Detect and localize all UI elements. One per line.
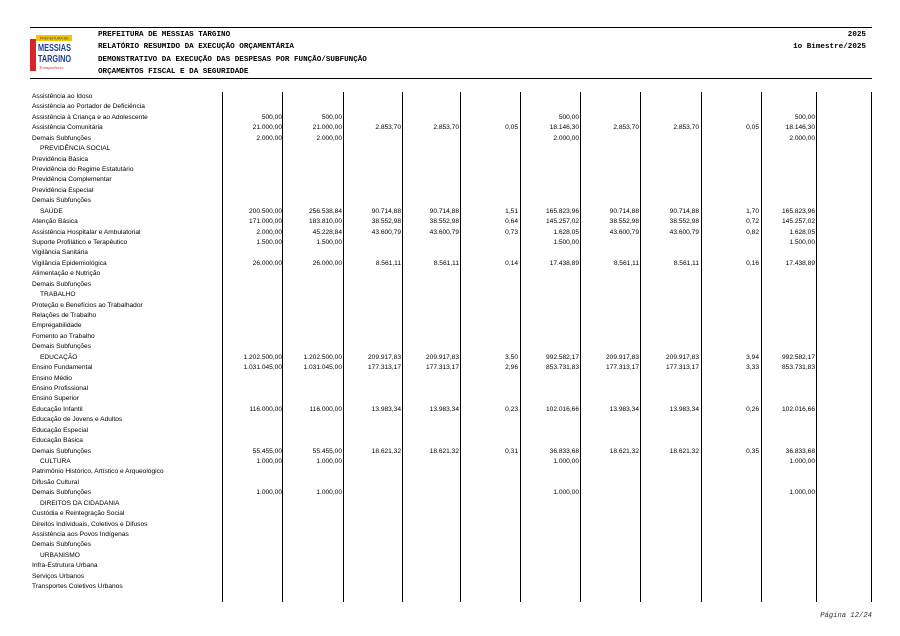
table-row	[30, 436, 872, 446]
subfunction-label: Vigilância Sanitária	[32, 249, 88, 257]
cell-value: 13.983,34	[609, 405, 639, 413]
cell-value: 0,35	[746, 447, 759, 455]
function-label: TRABALHO	[40, 291, 76, 299]
cell-value: 90.714,88	[371, 207, 401, 215]
table-row	[30, 582, 872, 592]
table-row	[30, 144, 872, 154]
function-label: CULTURA	[40, 458, 71, 466]
municipality-logo	[30, 33, 72, 73]
cell-value: 1.000,00	[553, 489, 579, 497]
cell-value: 1.031.045,00	[303, 364, 342, 372]
cell-value: 200.500,00	[248, 207, 282, 215]
expense-table	[30, 92, 872, 602]
subfunction-label: Demais Subfunções	[32, 447, 92, 455]
cell-value: 165.823,96	[781, 207, 815, 215]
cell-value: 38.552,98	[609, 218, 639, 226]
cell-value: 3,94	[746, 353, 759, 361]
cell-value: 1.031.045,00	[243, 364, 282, 372]
cell-value: 177.313,17	[425, 364, 459, 372]
cell-value: 992.582,17	[781, 353, 815, 361]
cell-value: 13.983,34	[371, 405, 401, 413]
subfunction-label: Demais Subfunções	[32, 280, 92, 288]
cell-value: 13.983,34	[429, 405, 459, 413]
table-row	[30, 123, 872, 133]
cell-value: 3,50	[505, 353, 518, 361]
subfunction-label: Previdência Especial	[32, 186, 94, 194]
cell-value: 38.552,98	[371, 218, 401, 226]
table-row	[30, 228, 872, 238]
cell-value: 177.313,17	[665, 364, 699, 372]
cell-value: 102.016,66	[545, 405, 579, 413]
cell-value: 1.000,00	[256, 458, 282, 466]
subfunction-label: Ensino Superior	[32, 395, 79, 403]
table-row	[30, 217, 872, 227]
table-row	[30, 551, 872, 561]
cell-value: 853.731,83	[545, 364, 579, 372]
subfunction-label: Infra-Estrutura Urbana	[32, 562, 98, 570]
cell-value: 177.313,17	[605, 364, 639, 372]
table-row	[30, 186, 872, 196]
subfunction-label: Educação Especial	[32, 426, 89, 434]
cell-value: 0,16	[746, 259, 759, 267]
subfunction-label: Serviços Urbanos	[32, 572, 85, 580]
subfunction-label: Ensino Médio	[32, 374, 72, 382]
cell-value: 1.000,00	[256, 489, 282, 497]
cell-value: 1.000,00	[789, 458, 815, 466]
table-row	[30, 248, 872, 258]
cell-value: 0,82	[746, 228, 759, 236]
cell-value: 0,05	[505, 124, 518, 132]
subfunction-label: Assistência à Criança e ao Adolescente	[32, 113, 148, 121]
subfunction-label: Previdência do Regime Estatutário	[32, 166, 134, 173]
table-row	[30, 394, 872, 404]
cell-value: 1.500,00	[789, 239, 815, 247]
cell-value: 17.438,89	[785, 259, 815, 267]
header-period: 1o Bimestre/2025	[793, 43, 866, 51]
function-label: URBANISMO	[40, 551, 80, 559]
subfunction-label: Demais Subfunções	[32, 134, 92, 142]
subfunction-label: Ensino Profissional	[32, 385, 89, 393]
cell-value: 0,26	[746, 405, 759, 413]
header-title-line-3: DEMONSTRATIVO DA EXECUÇÃO DAS DESPESAS POR FUNÇÃO/SUBFUNÇÃO	[98, 56, 367, 64]
subfunction-label: Educação Infantil	[32, 405, 83, 413]
cell-value: 0,73	[505, 228, 518, 236]
cell-value: 8.561,11	[673, 259, 699, 267]
table-row	[30, 572, 872, 582]
table-row	[30, 259, 872, 269]
subfunction-label: Empregabilidade	[32, 322, 82, 330]
cell-value: 500,00	[261, 113, 282, 121]
cell-value: 500,00	[558, 113, 579, 121]
cell-value: 1.628,05	[553, 228, 579, 236]
subfunction-label: Previdência Complementar	[32, 176, 112, 184]
header-title-line-2: RELATÓRIO RESUMIDO DA EXECUÇÃO ORÇAMENTÁRIA	[98, 43, 294, 51]
table-row	[30, 561, 872, 571]
subfunction-label: Previdência Básica	[32, 155, 89, 163]
cell-value: 116.000,00	[309, 405, 342, 413]
subfunction-label: Assistência ao Idoso	[32, 93, 93, 100]
cell-value: 18.146,30	[785, 124, 815, 132]
header-title-line-4: ORÇAMENTOS FISCAL E DA SEGURIDADE	[98, 68, 249, 76]
function-label: SAÚDE	[40, 207, 63, 215]
cell-value: 18.621,32	[371, 447, 401, 455]
table-row	[30, 269, 872, 279]
header-top-rule	[30, 27, 872, 28]
cell-value: 0,31	[505, 447, 518, 455]
subfunction-label: Custódia e Reintegração Social	[32, 510, 125, 518]
cell-value: 13.983,34	[669, 405, 699, 413]
cell-value: 209.917,83	[367, 353, 401, 361]
table-row	[30, 280, 872, 290]
cell-value: 43.600,79	[669, 228, 699, 236]
subfunction-label: Difusão Cultural	[32, 478, 79, 486]
cell-value: 2.853,70	[433, 124, 459, 132]
cell-value: 1.000,00	[316, 458, 342, 466]
subfunction-label: Ensino Fundamental	[32, 364, 93, 372]
table-row	[30, 175, 872, 185]
cell-value: 183.810,00	[308, 218, 342, 226]
table-row	[30, 509, 872, 519]
cell-value: 38.552,98	[429, 218, 459, 226]
cell-value: 500,00	[794, 113, 815, 121]
subfunction-label: Atenção Básica	[32, 218, 78, 226]
cell-value: 2.000,00	[553, 134, 579, 142]
table-row	[30, 478, 872, 488]
cell-value: 2.853,70	[673, 124, 699, 132]
cell-value: 256.538,84	[308, 207, 342, 215]
table-row	[30, 457, 872, 467]
cell-value: 209.917,83	[425, 353, 459, 361]
table-row	[30, 92, 872, 102]
function-label: DIREITOS DA CIDADANIA	[40, 499, 120, 507]
subfunction-label: Educação de Jovens e Adultos	[32, 416, 123, 424]
cell-value: 500,00	[321, 113, 342, 121]
cell-value: 1.500,00	[256, 239, 282, 247]
cell-value: 3,33	[746, 364, 759, 372]
cell-value: 8.561,11	[375, 259, 401, 267]
cell-value: 21.000,00	[312, 124, 342, 132]
subfunction-label: Patrimônio Histórico, Artístico e Arqueológico	[32, 468, 164, 476]
cell-value: 1.000,00	[789, 489, 815, 497]
table-row	[30, 301, 872, 311]
subfunction-label: Demais Subfunções	[32, 197, 92, 205]
cell-value: 0,64	[505, 218, 518, 226]
cell-value: 43.600,79	[371, 228, 401, 236]
svg-text:TARGINO: TARGINO	[38, 54, 72, 65]
cell-value: 18.621,32	[609, 447, 639, 455]
subfunction-label: Transportes Coletivos Urbanos	[32, 583, 123, 591]
cell-value: 2.853,70	[375, 124, 401, 132]
cell-value: 853.731,83	[781, 364, 815, 372]
cell-value: 1.000,00	[316, 489, 342, 497]
subfunction-label: Assistência aos Povos Indígenas	[32, 531, 129, 539]
cell-value: 45.228,84	[312, 228, 342, 236]
cell-value: 1.500,00	[553, 239, 579, 247]
cell-value: 36.833,68	[785, 447, 815, 455]
table-row	[30, 540, 872, 550]
cell-value: 55.455,00	[312, 447, 342, 455]
cell-value: 1.628,05	[789, 228, 815, 236]
cell-value: 18.621,32	[429, 447, 459, 455]
cell-value: 209.917,83	[665, 353, 699, 361]
cell-value: 18.146,30	[549, 124, 579, 132]
subfunction-label: Assistência Hospitalar e Ambulatorial	[32, 228, 141, 236]
subfunction-label: Relações de Trabalho	[32, 312, 97, 320]
svg-text:Transparência: Transparência	[39, 65, 64, 70]
table-row	[30, 405, 872, 415]
table-row	[30, 165, 872, 175]
cell-value: 2.000,00	[789, 134, 815, 142]
header-year: 2025	[847, 31, 866, 39]
table-row	[30, 415, 872, 425]
function-label: EDUCAÇÃO	[40, 353, 78, 361]
cell-value: 1.000,00	[553, 458, 579, 466]
cell-value: 2.000,00	[256, 134, 282, 142]
table-row	[30, 447, 872, 457]
cell-value: 55.455,00	[252, 447, 282, 455]
cell-value: 0,05	[746, 124, 759, 132]
cell-value: 102.016,66	[781, 405, 815, 413]
function-label: PREVIDÊNCIA SOCIAL	[40, 145, 111, 153]
cell-value: 17.438,89	[549, 259, 579, 267]
cell-value: 18.621,32	[669, 447, 699, 455]
cell-value: 171.000,00	[248, 218, 282, 226]
cell-value: 1.202.500,00	[243, 353, 282, 361]
cell-value: 992.582,17	[545, 353, 579, 361]
cell-value: 116.000,00	[249, 405, 282, 413]
cell-value: 36.833,68	[549, 447, 579, 455]
table-row	[30, 332, 872, 342]
cell-value: 2,96	[505, 364, 518, 372]
cell-value: 177.313,17	[367, 364, 401, 372]
cell-value: 43.600,79	[609, 228, 639, 236]
subfunction-label: Demais Subfunções	[32, 541, 92, 549]
subfunction-label: Educação Básica	[32, 437, 83, 445]
cell-value: 1,51	[505, 207, 518, 215]
cell-value: 21.000,00	[252, 124, 282, 132]
cell-value: 165.823,96	[545, 207, 579, 215]
table-row	[30, 238, 872, 248]
cell-value: 0,72	[746, 218, 759, 226]
table-row	[30, 384, 872, 394]
subfunction-label: Demais Subfunções	[32, 343, 92, 351]
report-header	[0, 0, 900, 80]
cell-value: 90.714,88	[609, 207, 639, 215]
subfunction-label: Suporte Profilático e Terapêutico	[32, 239, 128, 247]
cell-value: 38.552,98	[669, 218, 699, 226]
subfunction-label: Proteção e Benefícios ao Trabalhador	[32, 301, 143, 309]
subfunction-label: Fomento ao Trabalho	[32, 332, 95, 340]
table-row	[30, 530, 872, 540]
table-row	[30, 353, 872, 363]
cell-value: 1.202.500,00	[303, 353, 342, 361]
cell-value: 209.917,83	[605, 353, 639, 361]
subfunction-label: Assistência ao Portador de Deficiência	[32, 103, 145, 111]
subfunction-label: Demais Subfunções	[32, 489, 92, 497]
cell-value: 8.561,11	[613, 259, 639, 267]
table-row	[30, 134, 872, 144]
cell-value: 2.000,00	[316, 134, 342, 142]
cell-value: 0,23	[505, 405, 518, 413]
cell-value: 8.561,11	[433, 259, 459, 267]
table-row	[30, 374, 872, 384]
cell-value: 145.257,02	[545, 218, 579, 226]
svg-text:MESSIAS: MESSIAS	[38, 43, 72, 54]
table-row	[30, 321, 872, 331]
header-title-line-1: PREFEITURA DE MESSIAS TARGINO	[98, 31, 231, 39]
table-row	[30, 155, 872, 165]
cell-value: 90.714,88	[669, 207, 699, 215]
table-row	[30, 342, 872, 352]
cell-value: 2.000,00	[256, 228, 282, 236]
table-row	[30, 207, 872, 217]
cell-value: 0,14	[505, 259, 518, 267]
table-row	[30, 311, 872, 321]
table-row	[30, 102, 872, 112]
table-row	[30, 488, 872, 498]
table-row	[30, 426, 872, 436]
cell-value: 26.000,00	[312, 259, 342, 267]
table-row	[30, 467, 872, 477]
cell-value: 2.853,70	[613, 124, 639, 132]
page-number: Página 12/24	[820, 612, 872, 620]
subfunction-label: Alimentação e Nutrição	[32, 270, 101, 278]
cell-value: 43.600,79	[429, 228, 459, 236]
table-row	[30, 113, 872, 123]
subfunction-label: Direitos Individuais, Coletivos e Difusos	[32, 520, 148, 528]
cell-value: 90.714,88	[429, 207, 459, 215]
cell-value: 26.000,00	[252, 259, 282, 267]
subfunction-label: Vigilância Epidemiológica	[32, 259, 107, 267]
table-row	[30, 290, 872, 300]
svg-text:PREFEITURA DE: PREFEITURA DE	[40, 36, 69, 41]
table-row	[30, 196, 872, 206]
cell-value: 1,70	[746, 207, 759, 215]
header-bottom-rule	[30, 78, 872, 79]
subfunction-label: Assistência Comunitária	[32, 124, 103, 132]
cell-value: 145.257,02	[781, 218, 815, 226]
table-row	[30, 520, 872, 530]
cell-value: 1.500,00	[316, 239, 342, 247]
table-row	[30, 499, 872, 509]
table-row	[30, 363, 872, 373]
